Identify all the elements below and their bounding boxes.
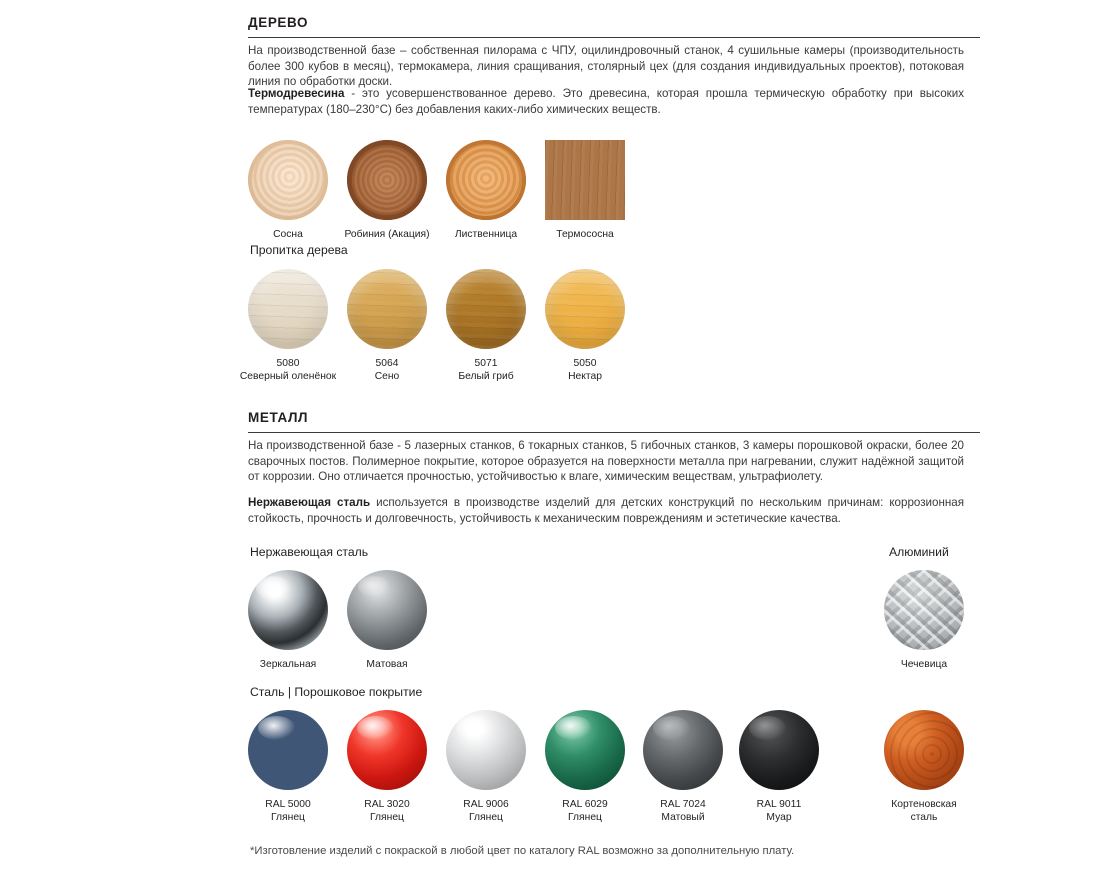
powder-code: RAL 5000 [265, 799, 311, 810]
gloss-highlight [653, 716, 690, 740]
impregnation-swatch-5064 [347, 269, 427, 349]
wood-impregnation-item[interactable] [238, 269, 338, 383]
wood-impregnation-item[interactable] [337, 269, 437, 383]
impregnation-name: Сено [374, 370, 400, 382]
powder-swatch-ral5000 [248, 710, 328, 790]
stainless-label: Зеркальная [259, 659, 317, 670]
wood-paragraph-2-lead: Термодревесина [248, 87, 345, 100]
powder-item[interactable] [238, 710, 338, 824]
powder-finish: Матовый [661, 811, 705, 823]
powder-code: RAL 9006 [463, 799, 509, 810]
wood-paragraph-2-text: - это усовершенствованное дерево. Это древесина, которая прошла термическую обработку при высоких температурах (180–230°С) без добавления каких-либо химических веществ. [248, 87, 964, 116]
subheading-aluminium: Алюминий [889, 545, 949, 559]
metal-paragraph-1: На производственной базе - 5 лазерных станков, 6 токарных станков, 5 гибочных станков, 3 камеры порошковой окраски, более 20 сварочных постов. Полимерное покрытие, которое образуется на поверхности металла при нагревании, служит надёжной защитой от коррозии. Оно отличается прочностью, устойчивостью к влаге, химическим веществам, ультрафиолету. [248, 439, 964, 484]
impregnation-label [436, 358, 536, 383]
wood-species-item[interactable] [535, 140, 635, 242]
section-header-metal [248, 410, 980, 430]
wood-species-label: Сосна [273, 229, 303, 240]
subheading-stainless: Нержавеющая сталь [250, 545, 369, 559]
section-title-wood: ДЕРЕВО [248, 15, 309, 30]
impregnation-swatch-5080 [248, 269, 328, 349]
powder-item[interactable] [874, 710, 974, 824]
gloss-highlight [456, 716, 493, 740]
gloss-highlight [749, 716, 786, 740]
impregnation-name: Белый гриб [458, 370, 514, 382]
powder-label [238, 799, 338, 824]
powder-finish: сталь [910, 811, 938, 823]
powder-item[interactable] [535, 710, 635, 824]
powder-code: Кортеновская [891, 799, 957, 810]
stainless-item[interactable] [238, 570, 338, 672]
powder-code: RAL 7024 [660, 799, 706, 810]
powder-swatch-ral7024 [643, 710, 723, 790]
aluminium-swatch-lentil [884, 570, 964, 650]
impregnation-name: Северный оленёнок [239, 370, 337, 382]
metal-paragraph-2-lead: Нержавеющая сталь [248, 496, 371, 509]
impregnation-name: Нектар [568, 370, 602, 382]
gloss-highlight [258, 716, 295, 740]
wood-species-swatch-larch [446, 140, 526, 220]
wood-species-label: Термососна [556, 229, 614, 240]
powder-label [535, 799, 635, 824]
powder-swatch-ral3020 [347, 710, 427, 790]
powder-code: RAL 3020 [364, 799, 410, 810]
wood-species-item[interactable] [436, 140, 536, 242]
impregnation-code: 5064 [375, 358, 399, 369]
powder-code: RAL 6029 [562, 799, 608, 810]
wood-species-item[interactable] [238, 140, 338, 242]
powder-label [436, 799, 536, 824]
gloss-highlight [357, 716, 394, 740]
impregnation-label [535, 358, 635, 383]
stainless-label: Матовая [366, 659, 408, 670]
powder-item[interactable] [436, 710, 536, 824]
aluminium-label: Чечевица [900, 659, 948, 670]
powder-swatch-corten [884, 710, 964, 790]
impregnation-swatch-5071 [446, 269, 526, 349]
section-divider-wood [248, 37, 980, 38]
subheading-wood-impregnation: Пропитка дерева [250, 243, 348, 257]
wood-paragraph-2 [248, 86, 964, 117]
stainless-item[interactable] [337, 570, 437, 672]
footnote-ral: *Изготовление изделий с покраской в любой цвет по каталогу RAL возможно за дополнительную плату. [250, 845, 795, 857]
metal-paragraph-2 [248, 495, 964, 526]
powder-label [337, 799, 437, 824]
powder-finish: Глянец [568, 811, 602, 823]
subheading-powder-coating: Сталь | Порошковое покрытие [250, 685, 423, 699]
stainless-swatch-mirror [248, 570, 328, 650]
powder-swatch-ral6029 [545, 710, 625, 790]
section-header-wood [248, 15, 980, 35]
gloss-highlight [555, 716, 592, 740]
wood-species-swatch-thermopine [545, 140, 625, 220]
powder-finish: Глянец [469, 811, 503, 823]
aluminium-item[interactable] [874, 570, 974, 672]
powder-label [874, 799, 974, 824]
section-divider-metal [248, 432, 980, 433]
impregnation-swatch-5050 [545, 269, 625, 349]
wood-impregnation-item[interactable] [436, 269, 536, 383]
metal-paragraph-2-text: используется в производстве изделий для детских конструкций по нескольким причинам: коррозионная стойкость, прочность и долговечность, устойчивость к механическим повреждениям и эстетические качества. [248, 496, 964, 525]
wood-species-swatch-sosna [248, 140, 328, 220]
powder-finish: Глянец [271, 811, 305, 823]
powder-item[interactable] [633, 710, 733, 824]
powder-label [633, 799, 733, 824]
wood-impregnation-item[interactable] [535, 269, 635, 383]
powder-label [729, 799, 829, 824]
section-title-metal: МЕТАЛЛ [248, 410, 309, 425]
powder-item[interactable] [337, 710, 437, 824]
powder-swatch-ral9011 [739, 710, 819, 790]
powder-item[interactable] [729, 710, 829, 824]
wood-species-label: Лиственница [454, 229, 518, 240]
wood-species-label: Робиния (Акация) [344, 229, 430, 240]
impregnation-code: 5071 [474, 358, 498, 369]
powder-finish: Глянец [370, 811, 404, 823]
powder-swatch-ral9006 [446, 710, 526, 790]
powder-finish: Муар [766, 811, 792, 823]
wood-paragraph-1: На производственной базе – собственная пилорама с ЧПУ, оцилиндровочный станок, 4 сушильные камеры (производительность более 300 кубов в месяц), термокамера, линия сращивания, столярный цех (для создания индивидуальных проектов), потоковая линия по обработки доски. [248, 44, 964, 89]
stainless-swatch-matte [347, 570, 427, 650]
powder-code: RAL 9011 [756, 799, 802, 810]
wood-species-swatch-robinia [347, 140, 427, 220]
wood-species-item[interactable] [337, 140, 437, 242]
impregnation-code: 5050 [573, 358, 597, 369]
impregnation-label [238, 358, 338, 383]
impregnation-code: 5080 [276, 358, 300, 369]
impregnation-label [337, 358, 437, 383]
